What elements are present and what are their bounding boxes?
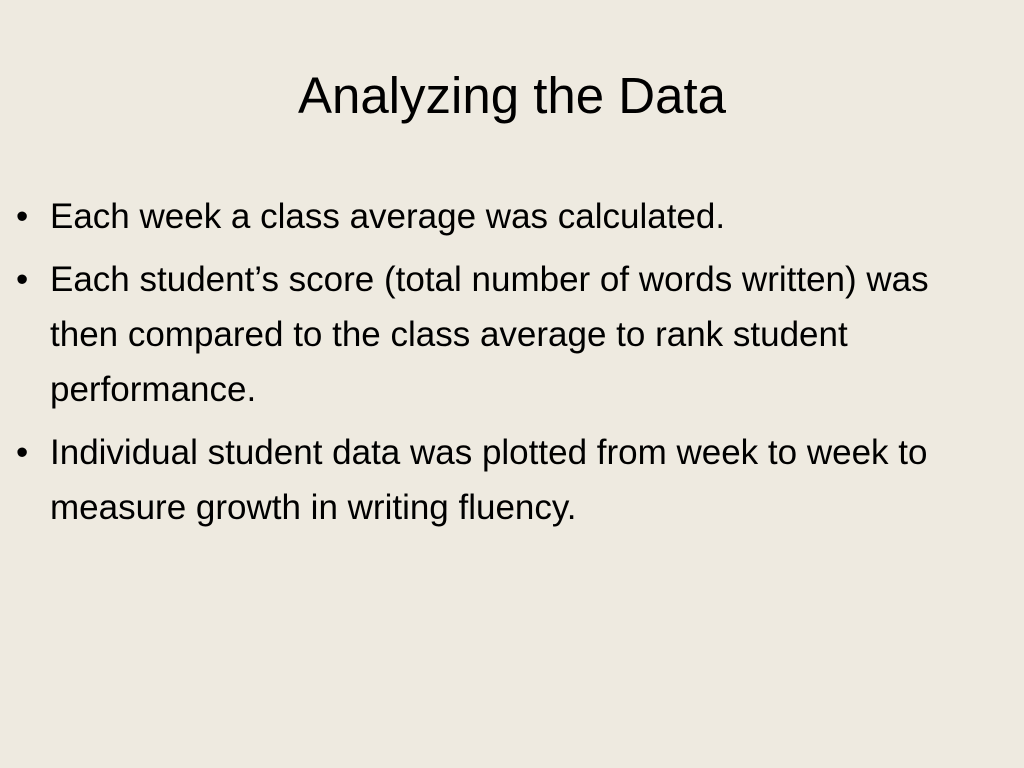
bullet-item xyxy=(16,252,1001,417)
bullet-list xyxy=(16,189,1001,543)
bullet-text: Each week a class average was calculated. xyxy=(50,197,726,236)
bullet-icon: • xyxy=(16,260,29,299)
bullet-icon: • xyxy=(16,433,29,472)
slide-title: Analyzing the Data xyxy=(297,67,727,124)
bullet-text: Individual student data was plotted from week to week to measure growth in writing fluency. xyxy=(50,433,928,527)
bullet-item xyxy=(16,189,1001,244)
bullet-item xyxy=(16,425,1001,535)
bullet-text: Each student’s score (total number of words written) was then compared to the class average to rank student performance. xyxy=(50,260,929,409)
bullet-icon: • xyxy=(16,197,29,236)
